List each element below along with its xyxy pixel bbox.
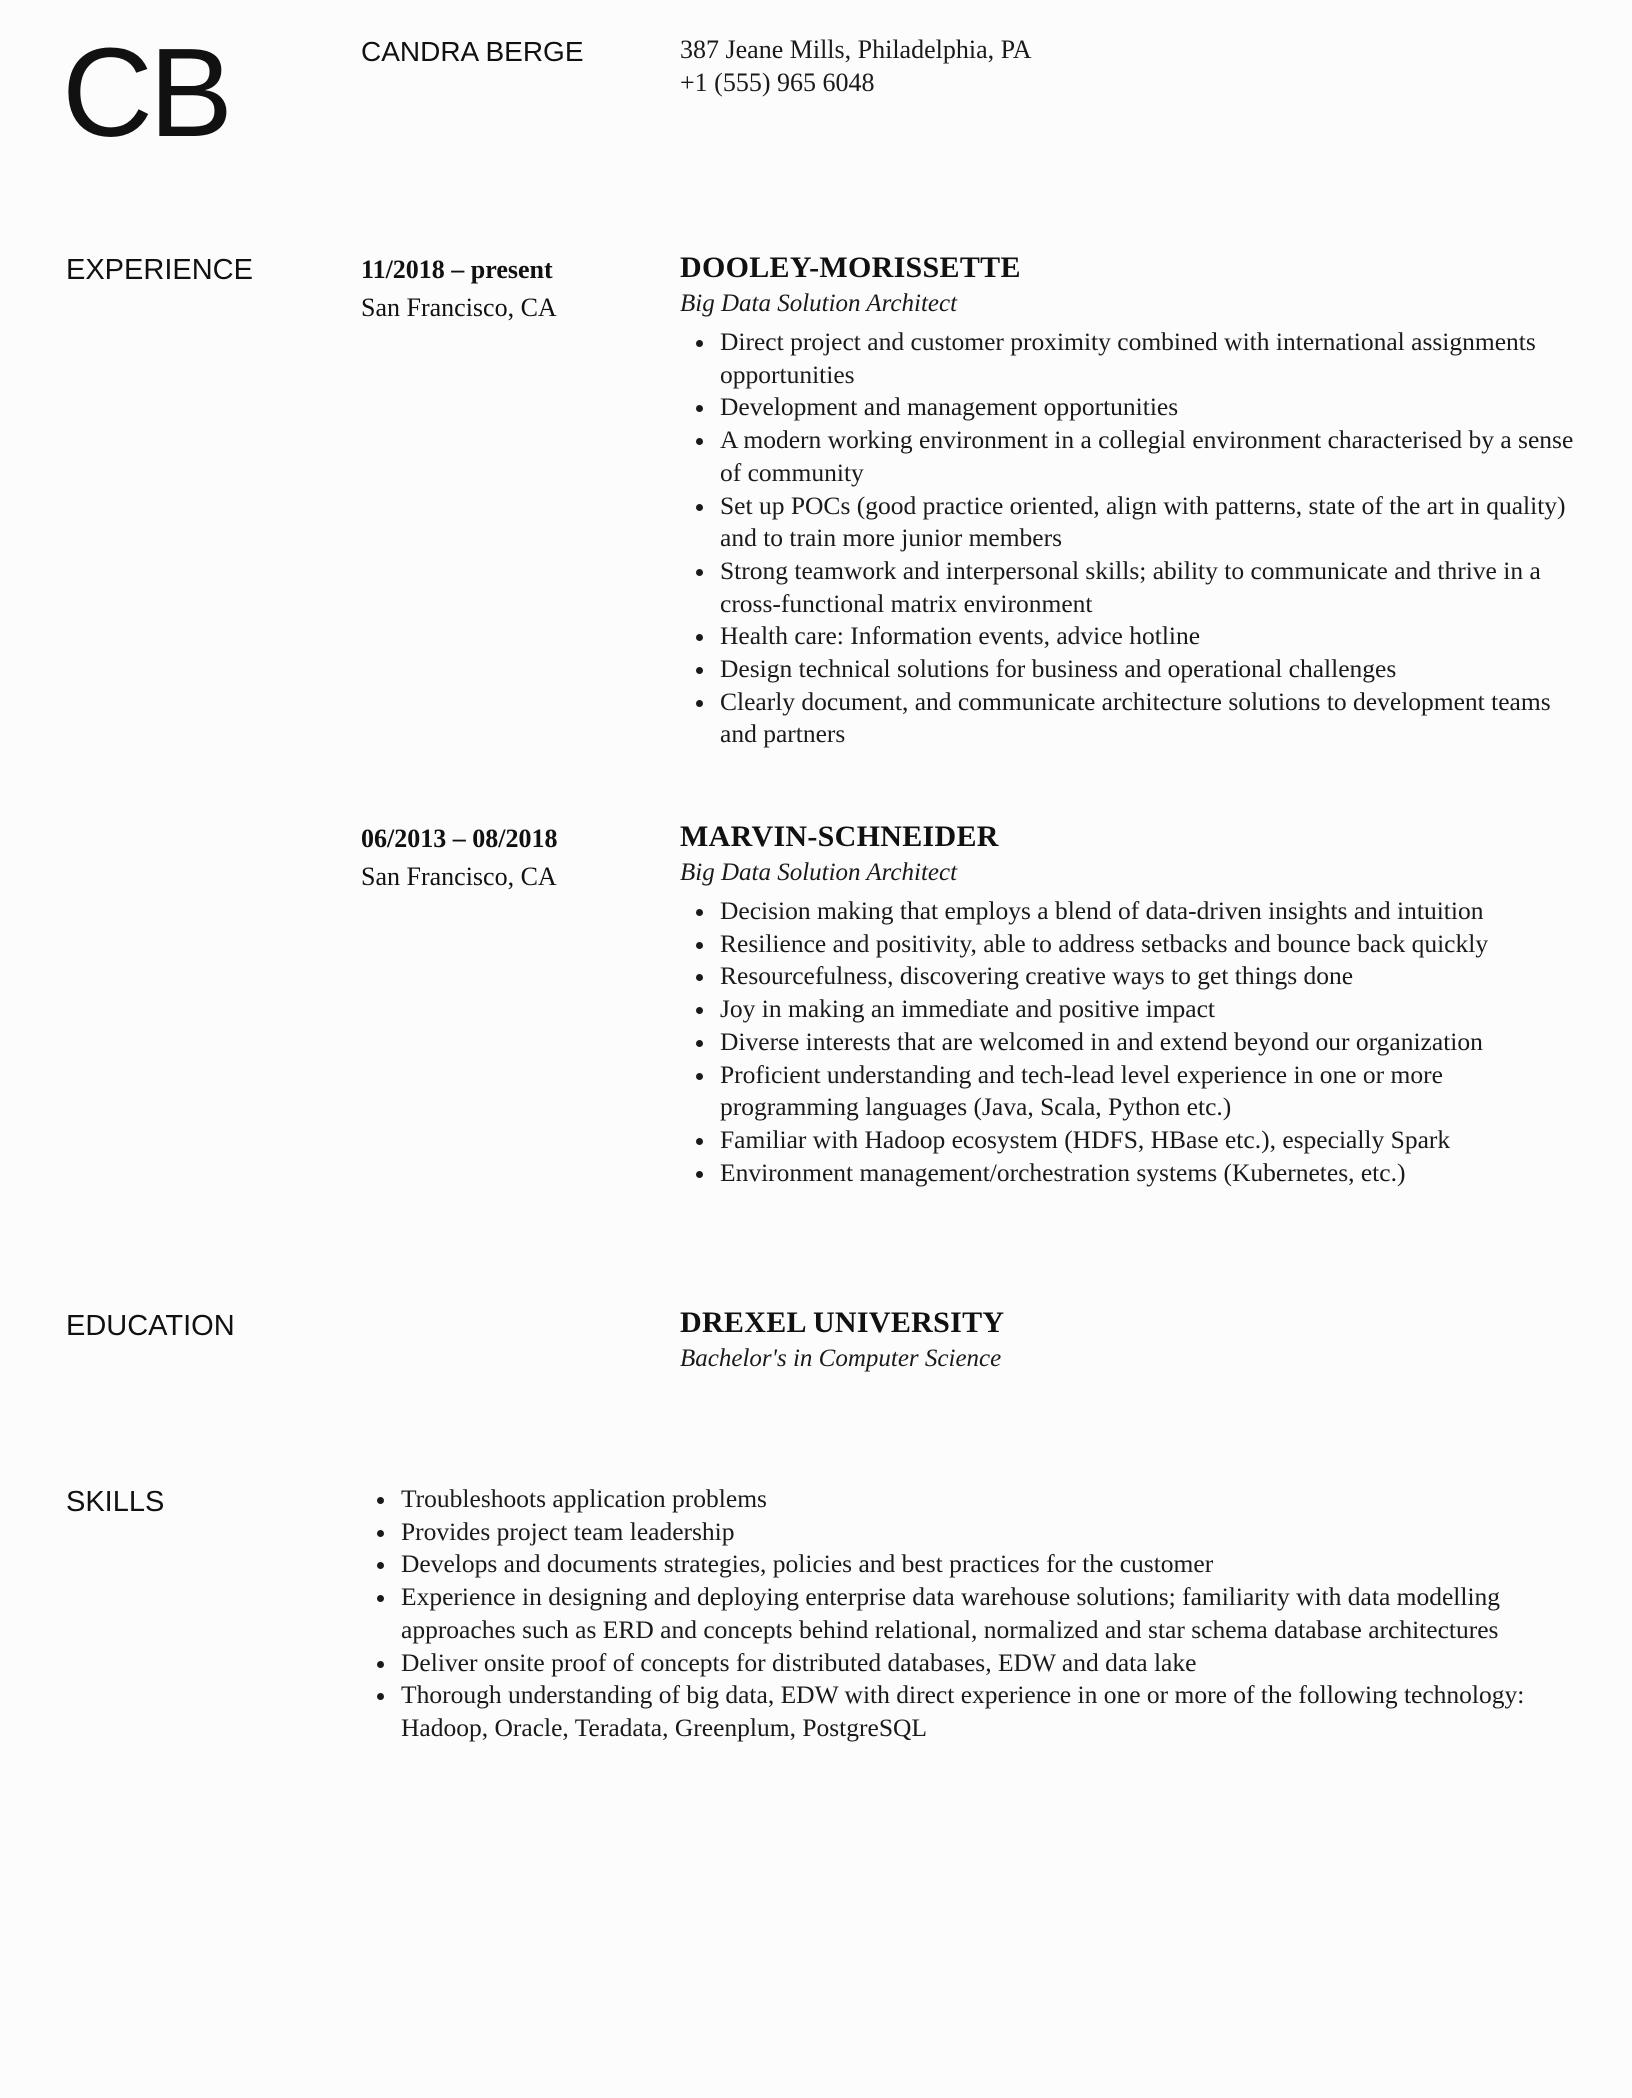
list-item: Environment management/orchestration systems (Kubernetes, etc.) [680,1157,1580,1190]
contact-block [680,33,1031,99]
list-item: Design technical solutions for business and operational challenges [680,653,1580,686]
education-degree: Bachelor's in Computer Science [680,1345,1002,1372]
phone: +1 (555) 965 6048 [680,68,875,97]
list-item: Set up POCs (good practice oriented, align with patterns, state of the art in quality) and to train more junior members [680,490,1580,555]
job-1-company: DOOLEY-MORISSETTE [680,251,1021,284]
list-item: Proficient understanding and tech-lead level experience in one or more programming languages (Java, Scala, Python etc.) [680,1059,1580,1124]
job-2-location: San Francisco, CA [361,862,557,891]
job-1-role: Big Data Solution Architect [680,290,958,317]
candidate-name: CANDRA BERGE [361,36,584,67]
list-item: A modern working environment in a collegial environment characterised by a sense of community [680,424,1580,489]
list-item: Decision making that employs a blend of data-driven insights and intuition [680,895,1580,928]
list-item: Diverse interests that are welcomed in and extend beyond our organization [680,1026,1580,1059]
job-2-entry [680,819,1580,1189]
list-item: Development and management opportunities [680,391,1580,424]
job-2-meta [361,820,557,896]
section-title-skills: SKILLS [66,1486,165,1518]
education-school: DREXEL UNIVERSITY [680,1306,1005,1339]
section-title-experience: EXPERIENCE [66,254,253,286]
list-item: Joy in making an immediate and positive impact [680,993,1580,1026]
job-1-location: San Francisco, CA [361,293,557,322]
job-2-dates: 06/2013 – 08/2018 [361,824,558,853]
skills-list-container [361,1479,1591,1745]
list-item: Provides project team leadership [361,1516,1591,1549]
list-item: Clearly document, and communicate architecture solutions to development teams and partners [680,686,1580,751]
address: 387 Jeane Mills, Philadelphia, PA [680,35,1032,64]
list-item: Resourcefulness, discovering creative ways to get things done [680,960,1580,993]
skills-list [361,1483,1591,1745]
list-item: Experience in designing and deploying enterprise data warehouse solutions; familiarity with data modelling approaches such as ERD and concepts behind relational, normalized and star schema database architectures [361,1581,1591,1646]
job-1-bullets [680,326,1580,751]
job-2-role: Big Data Solution Architect [680,859,958,886]
job-2-bullets [680,895,1580,1189]
job-2-company: MARVIN-SCHNEIDER [680,820,999,853]
job-1-entry [680,250,1580,751]
list-item: Direct project and customer proximity combined with international assignments opportunities [680,326,1580,391]
job-1-dates: 11/2018 – present [361,255,553,284]
list-item: Familiar with Hadoop ecosystem (HDFS, HBase etc.), especially Spark [680,1124,1580,1157]
education-entry [680,1305,1580,1377]
section-title-education: EDUCATION [66,1310,235,1342]
list-item: Troubleshoots application problems [361,1483,1591,1516]
list-item: Health care: Information events, advice hotline [680,620,1580,653]
list-item: Resilience and positivity, able to address setbacks and bounce back quickly [680,928,1580,961]
list-item: Develops and documents strategies, policies and best practices for the customer [361,1548,1591,1581]
monogram: CB [62,22,230,163]
list-item: Thorough understanding of big data, EDW with direct experience in one or more of the following technology: Hadoop, Oracle, Teradata, Greenplum, PostgreSQL [361,1679,1591,1744]
list-item: Deliver onsite proof of concepts for distributed databases, EDW and data lake [361,1647,1591,1680]
list-item: Strong teamwork and interpersonal skills; ability to communicate and thrive in a cross-functional matrix environment [680,555,1580,620]
job-1-meta [361,251,557,327]
